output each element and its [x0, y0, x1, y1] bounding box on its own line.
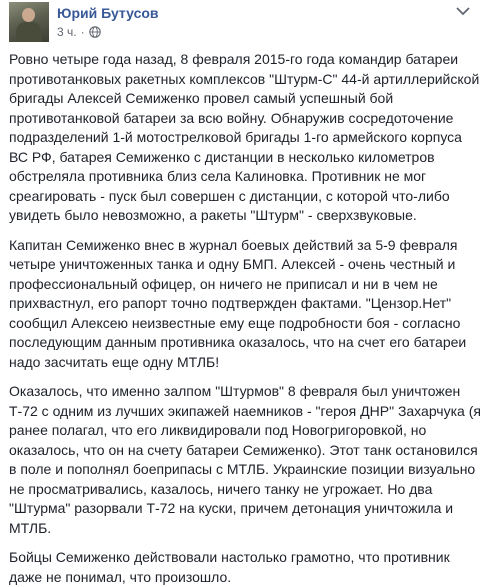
post-paragraph: Ровно четыре года назад, 8 февраля 2015-го года командир батареи противотанковых ракетных комплексов "Штурм-С" 44-й артиллерийской бригады Алексей Семиженко провел самый успешный бой противотанковой батареи за всю войну. Обнаружив сосредоточение подразделений 1-й мотострелковой бригады 1-го армейского корпуса ВС РФ, батарея Семиженко с дистанции в несколько километров обстреляла противника близ села Калиновка. Противник не мог среагировать - пуск был совершен с дистанции, с которой что-либо увидеть было невозможно, а ракеты "Штурм" - сверхзвуковые. — [9, 51, 480, 223]
post-paragraph: Оказалось, что именно залпом "Штурмов" 8 февраля был уничтожен Т-72 с одним из лучших экипажей наемников - "героя ДНР" Захарчука (я ранее полагал, что его ликвидировали под Новогригоровкой, но оказалось, что он на счету батареи Семиженко). Этот танк остановился в поле и пополнял боеприпасы с МТЛБ. Украинские позиции визуально не просматривались, казалось, ничего танку не угрожает. Но два "Штурма" разорвали Т-72 на куски, причем детонация уничтожила и МТЛБ. — [9, 383, 481, 536]
globe-icon[interactable] — [89, 26, 101, 38]
post-paragraph: Бойцы Семиженко действовали настолько грамотно, что противник даже не понимал, что произошло. — [9, 549, 450, 585]
meta-separator: · — [80, 25, 85, 39]
author-name[interactable]: Юрий Бутусов — [57, 5, 159, 21]
chevron-down-icon[interactable] — [456, 6, 470, 16]
post-header — [9, 0, 492, 50]
post-paragraph: Капитан Семиженко внес в журнал боевых действий за 5-9 февраля четыре уничтоженных танка и одну БМП. Алексей - очень честный и профессиональный офицер, он ничего не приписал и ни в чем не прихвастнул, его рапорт точно подтвержден фактами. "Цензор.Нет" сообщил Алексею неизвестные ему еще подробности боя - согласно последующим данным противника оказалось, что на счет его батареи надо засчитать еще одну МТЛБ! — [9, 236, 467, 370]
avatar-body — [16, 22, 42, 42]
post-body — [9, 50, 492, 587]
post-timestamp-row — [57, 25, 159, 39]
avatar-head — [22, 8, 35, 22]
author-avatar[interactable] — [9, 2, 49, 42]
post-meta — [57, 2, 159, 39]
post-timestamp[interactable]: 3 ч. — [57, 25, 77, 39]
